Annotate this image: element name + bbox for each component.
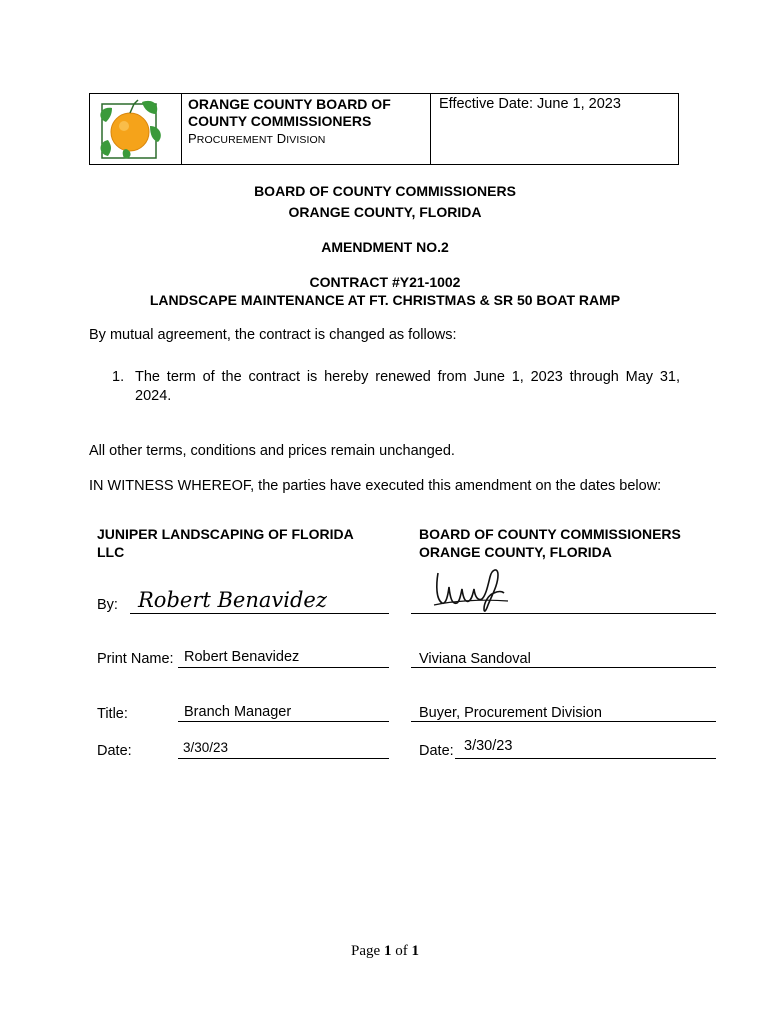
- left-title: Branch Manager: [184, 704, 292, 720]
- right-party-line1: BOARD OF COUNTY COMMISSIONERS: [419, 526, 681, 542]
- org-cell: [181, 94, 431, 164]
- left-print-name-line: [178, 667, 389, 668]
- left-date-line: [178, 758, 389, 759]
- title-line1: BOARD OF COUNTY COMMISSIONERS: [254, 183, 516, 199]
- title-line2: ORANGE COUNTY, FLORIDA: [288, 204, 482, 220]
- item-line2: 2024.: [135, 388, 172, 404]
- page-number: Page 1 of 1: [351, 943, 419, 959]
- right-date-line: [455, 758, 716, 759]
- org-name: ORANGE COUNTY BOARD OF COUNTY COMMISSIONERS: [188, 96, 391, 129]
- left-signature: Robert Benavidez: [138, 588, 327, 612]
- unchanged-text: All other terms, conditions and prices remain unchanged.: [89, 443, 455, 459]
- print-name-label: Print Name:: [97, 651, 174, 667]
- left-date: 3/30/23: [183, 740, 229, 755]
- intro-text: By mutual agreement, the contract is changed as follows:: [89, 327, 457, 343]
- title-label: Title:: [97, 706, 128, 722]
- left-party-line1: JUNIPER LANDSCAPING OF FLORIDA: [97, 526, 354, 542]
- left-title-line: [178, 721, 389, 722]
- item-line1: The term of the contract is hereby renewed from June 1, 2023 through May 31,: [135, 369, 680, 385]
- right-title: Buyer, Procurement Division: [419, 705, 602, 721]
- right-signature-line: [411, 613, 716, 614]
- right-date-label: Date:: [419, 743, 454, 759]
- header-table: [89, 93, 679, 165]
- right-signature-mark: [432, 565, 512, 615]
- witness-text: IN WITNESS WHEREOF, the parties have executed this amendment on the dates below:: [89, 478, 662, 494]
- logo-cell: [90, 94, 182, 164]
- item-number: 1.: [112, 369, 125, 385]
- right-print-name: Viviana Sandoval: [419, 651, 531, 667]
- by-label: By:: [97, 597, 118, 613]
- effective-date: Effective Date: June 1, 2023: [439, 96, 621, 112]
- division-name: PROCUREMENT DIVISION: [188, 131, 326, 146]
- contract-name: LANDSCAPE MAINTENANCE AT FT. CHRISTMAS & SR 50 BOAT RAMP: [149, 292, 621, 308]
- right-date: 3/30/23: [464, 738, 513, 754]
- left-signature-line: [130, 613, 389, 614]
- right-title-line: [411, 721, 716, 722]
- left-party-line2: LLC: [97, 544, 125, 560]
- right-print-name-line: [411, 667, 716, 668]
- orange-county-logo: [98, 96, 168, 162]
- contract-number: CONTRACT #Y21-1002: [309, 274, 461, 290]
- right-party-line2: ORANGE COUNTY, FLORIDA: [419, 544, 612, 560]
- left-date-label: Date:: [97, 743, 132, 759]
- left-print-name: Robert Benavidez: [184, 649, 300, 665]
- amendment-number: AMENDMENT NO.2: [321, 239, 449, 255]
